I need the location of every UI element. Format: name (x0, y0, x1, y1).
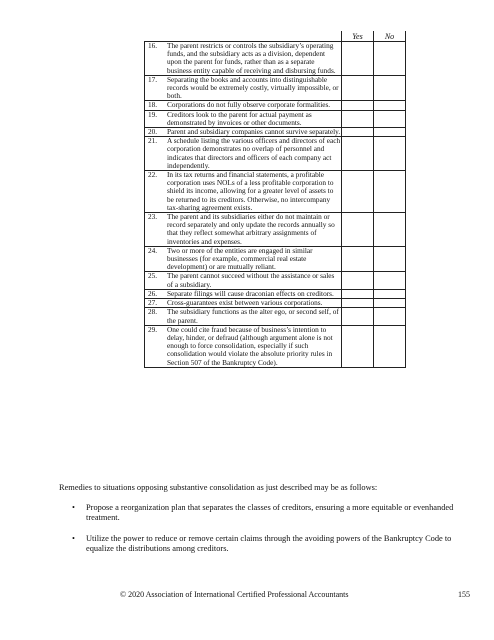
list-item (59, 534, 469, 555)
yes-checkbox-cell[interactable] (342, 101, 374, 110)
item-text: Separate filings will cause draconian effects on creditors. (167, 288, 334, 298)
no-checkbox-cell[interactable] (374, 272, 406, 289)
item-number: 16. (148, 41, 158, 50)
table-row (145, 42, 406, 76)
item-number: 19. (148, 109, 158, 119)
item-text: Corporations do not fully observe corporate formalities. (167, 100, 331, 110)
yes-checkbox-cell[interactable] (342, 110, 374, 127)
no-checkbox-cell[interactable] (374, 128, 406, 137)
yes-checkbox-cell[interactable] (342, 299, 374, 308)
item-number: 29. (148, 324, 158, 334)
item-text: Separating the books and accounts into distinguishable records would be extremely costly, virtually impossible, or both. (167, 74, 339, 101)
no-checkbox-cell[interactable] (374, 101, 406, 110)
no-checkbox-cell[interactable] (374, 308, 406, 325)
item-number: 20. (148, 127, 158, 137)
checklist-item-cell (145, 137, 342, 171)
checklist-item-cell (145, 75, 342, 101)
table-row (145, 171, 406, 213)
table-row (145, 137, 406, 171)
item-number: 18. (148, 100, 158, 110)
item-number: 17. (148, 74, 158, 84)
item-text: The parent restricts or controls the subsidiary’s operating funds, and the subsidiary acts as a division, dependent upon the parent for funds, rather than as a separate business entity capable of receiving and disbursing funds. (167, 41, 336, 75)
item-number: 28. (148, 307, 158, 317)
yes-checkbox-cell[interactable] (342, 289, 374, 298)
no-checkbox-cell[interactable] (374, 325, 406, 367)
no-checkbox-cell[interactable] (374, 75, 406, 101)
checklist-item-cell (145, 308, 342, 325)
table-header-row (145, 31, 406, 42)
checklist-item-cell (145, 213, 342, 247)
table-row (145, 110, 406, 127)
header-blank-cell (145, 31, 342, 42)
list-item (59, 503, 469, 524)
page-footer (120, 590, 470, 600)
header-yes: Yes (342, 31, 374, 42)
no-checkbox-cell[interactable] (374, 299, 406, 308)
item-number: 22. (148, 170, 158, 180)
checklist-item-cell (145, 101, 342, 110)
yes-checkbox-cell[interactable] (342, 308, 374, 325)
remedies-intro-paragraph: Remedies to situations opposing substantive consolidation as just described may be as follows: (59, 483, 378, 492)
remedies-list (59, 503, 469, 565)
yes-checkbox-cell[interactable] (342, 272, 374, 289)
table-row (145, 213, 406, 247)
yes-checkbox-cell[interactable] (342, 42, 374, 76)
item-number: 27. (148, 298, 158, 308)
item-text: The parent cannot succeed without the assistance or sales of a subsidiary. (167, 271, 335, 289)
yes-checkbox-cell[interactable] (342, 75, 374, 101)
item-text: Parent and subsidiary companies cannot survive separately. (167, 127, 341, 137)
checklist-item-cell (145, 42, 342, 76)
yes-checkbox-cell[interactable] (342, 128, 374, 137)
checklist-item-cell (145, 171, 342, 213)
item-number: 21. (148, 136, 158, 146)
item-text: In its tax returns and financial statements, a profitable corporation uses NOLs of a less profitable corporation to shield its income, allowing for a greater level of assets to be returned to its creditors. Otherwise, no intercompany tax-sharing agreement exists. (167, 170, 334, 212)
no-checkbox-cell[interactable] (374, 110, 406, 127)
table-row (145, 246, 406, 272)
table-row (145, 308, 406, 325)
item-number: 24. (148, 245, 158, 255)
no-checkbox-cell[interactable] (374, 213, 406, 247)
header-no: No (374, 31, 406, 42)
table-row (145, 272, 406, 289)
checklist-item-cell (145, 325, 342, 367)
item-number: 25. (148, 271, 158, 281)
yes-checkbox-cell[interactable] (342, 325, 374, 367)
item-text: A schedule listing the various officers and directors of each corporation demonstrates no overlap of personnel and indicates that directors and officers of each company act independently. (167, 136, 341, 170)
checklist-item-cell (145, 272, 342, 289)
yes-checkbox-cell[interactable] (342, 213, 374, 247)
item-text: Creditors look to the parent for actual payment as demonstrated by invoices or other documents. (167, 109, 312, 127)
no-checkbox-cell[interactable] (374, 42, 406, 76)
checklist-item-cell (145, 110, 342, 127)
yes-checkbox-cell[interactable] (342, 171, 374, 213)
no-checkbox-cell[interactable] (374, 137, 406, 171)
yes-checkbox-cell[interactable] (342, 246, 374, 272)
no-checkbox-cell[interactable] (374, 246, 406, 272)
list-item-text: Utilize the power to reduce or remove certain claims through the avoiding powers of the Bankruptcy Code to equalize the distributions among creditors. (86, 533, 452, 554)
item-text: Cross-guarantees exist between various corporations. (167, 298, 323, 308)
item-text: Two or more of the entities are engaged in similar businesses (for example, commercial real estate development) or are mutually reliant. (167, 245, 313, 272)
item-number: 23. (148, 212, 158, 222)
item-text: The parent and its subsidiaries either do not maintain or record separately and only update the records annually so that they reflect somewhat arbitrary assignments of inventories and expenses. (167, 212, 335, 246)
no-checkbox-cell[interactable] (374, 171, 406, 213)
bullet-icon: • (72, 503, 75, 512)
consolidation-checklist-table (144, 31, 406, 368)
bullet-icon: • (72, 533, 75, 543)
list-item-text: Propose a reorganization plan that separates the classes of creditors, ensuring a more equitable or evenhanded treatment. (86, 503, 454, 523)
checklist-item-cell (145, 246, 342, 272)
page-number: 155 (458, 590, 470, 599)
copyright-text: © 2020 Association of International Certified Professional Accountants (120, 590, 349, 599)
yes-checkbox-cell[interactable] (342, 137, 374, 171)
item-text: The subsidiary functions as the alter ego, or second self, of the parent. (167, 307, 339, 325)
item-text: One could cite fraud because of business’s intention to delay, hinder, or defraud (although argument alone is not enough to force consolidation, especially if such consolidation would violate the absolute priority rules in Section 507 of the Bankruptcy Code). (167, 324, 333, 367)
table-row (145, 101, 406, 110)
table-row (145, 325, 406, 367)
item-number: 26. (148, 288, 158, 298)
table-row (145, 75, 406, 101)
no-checkbox-cell[interactable] (374, 289, 406, 298)
